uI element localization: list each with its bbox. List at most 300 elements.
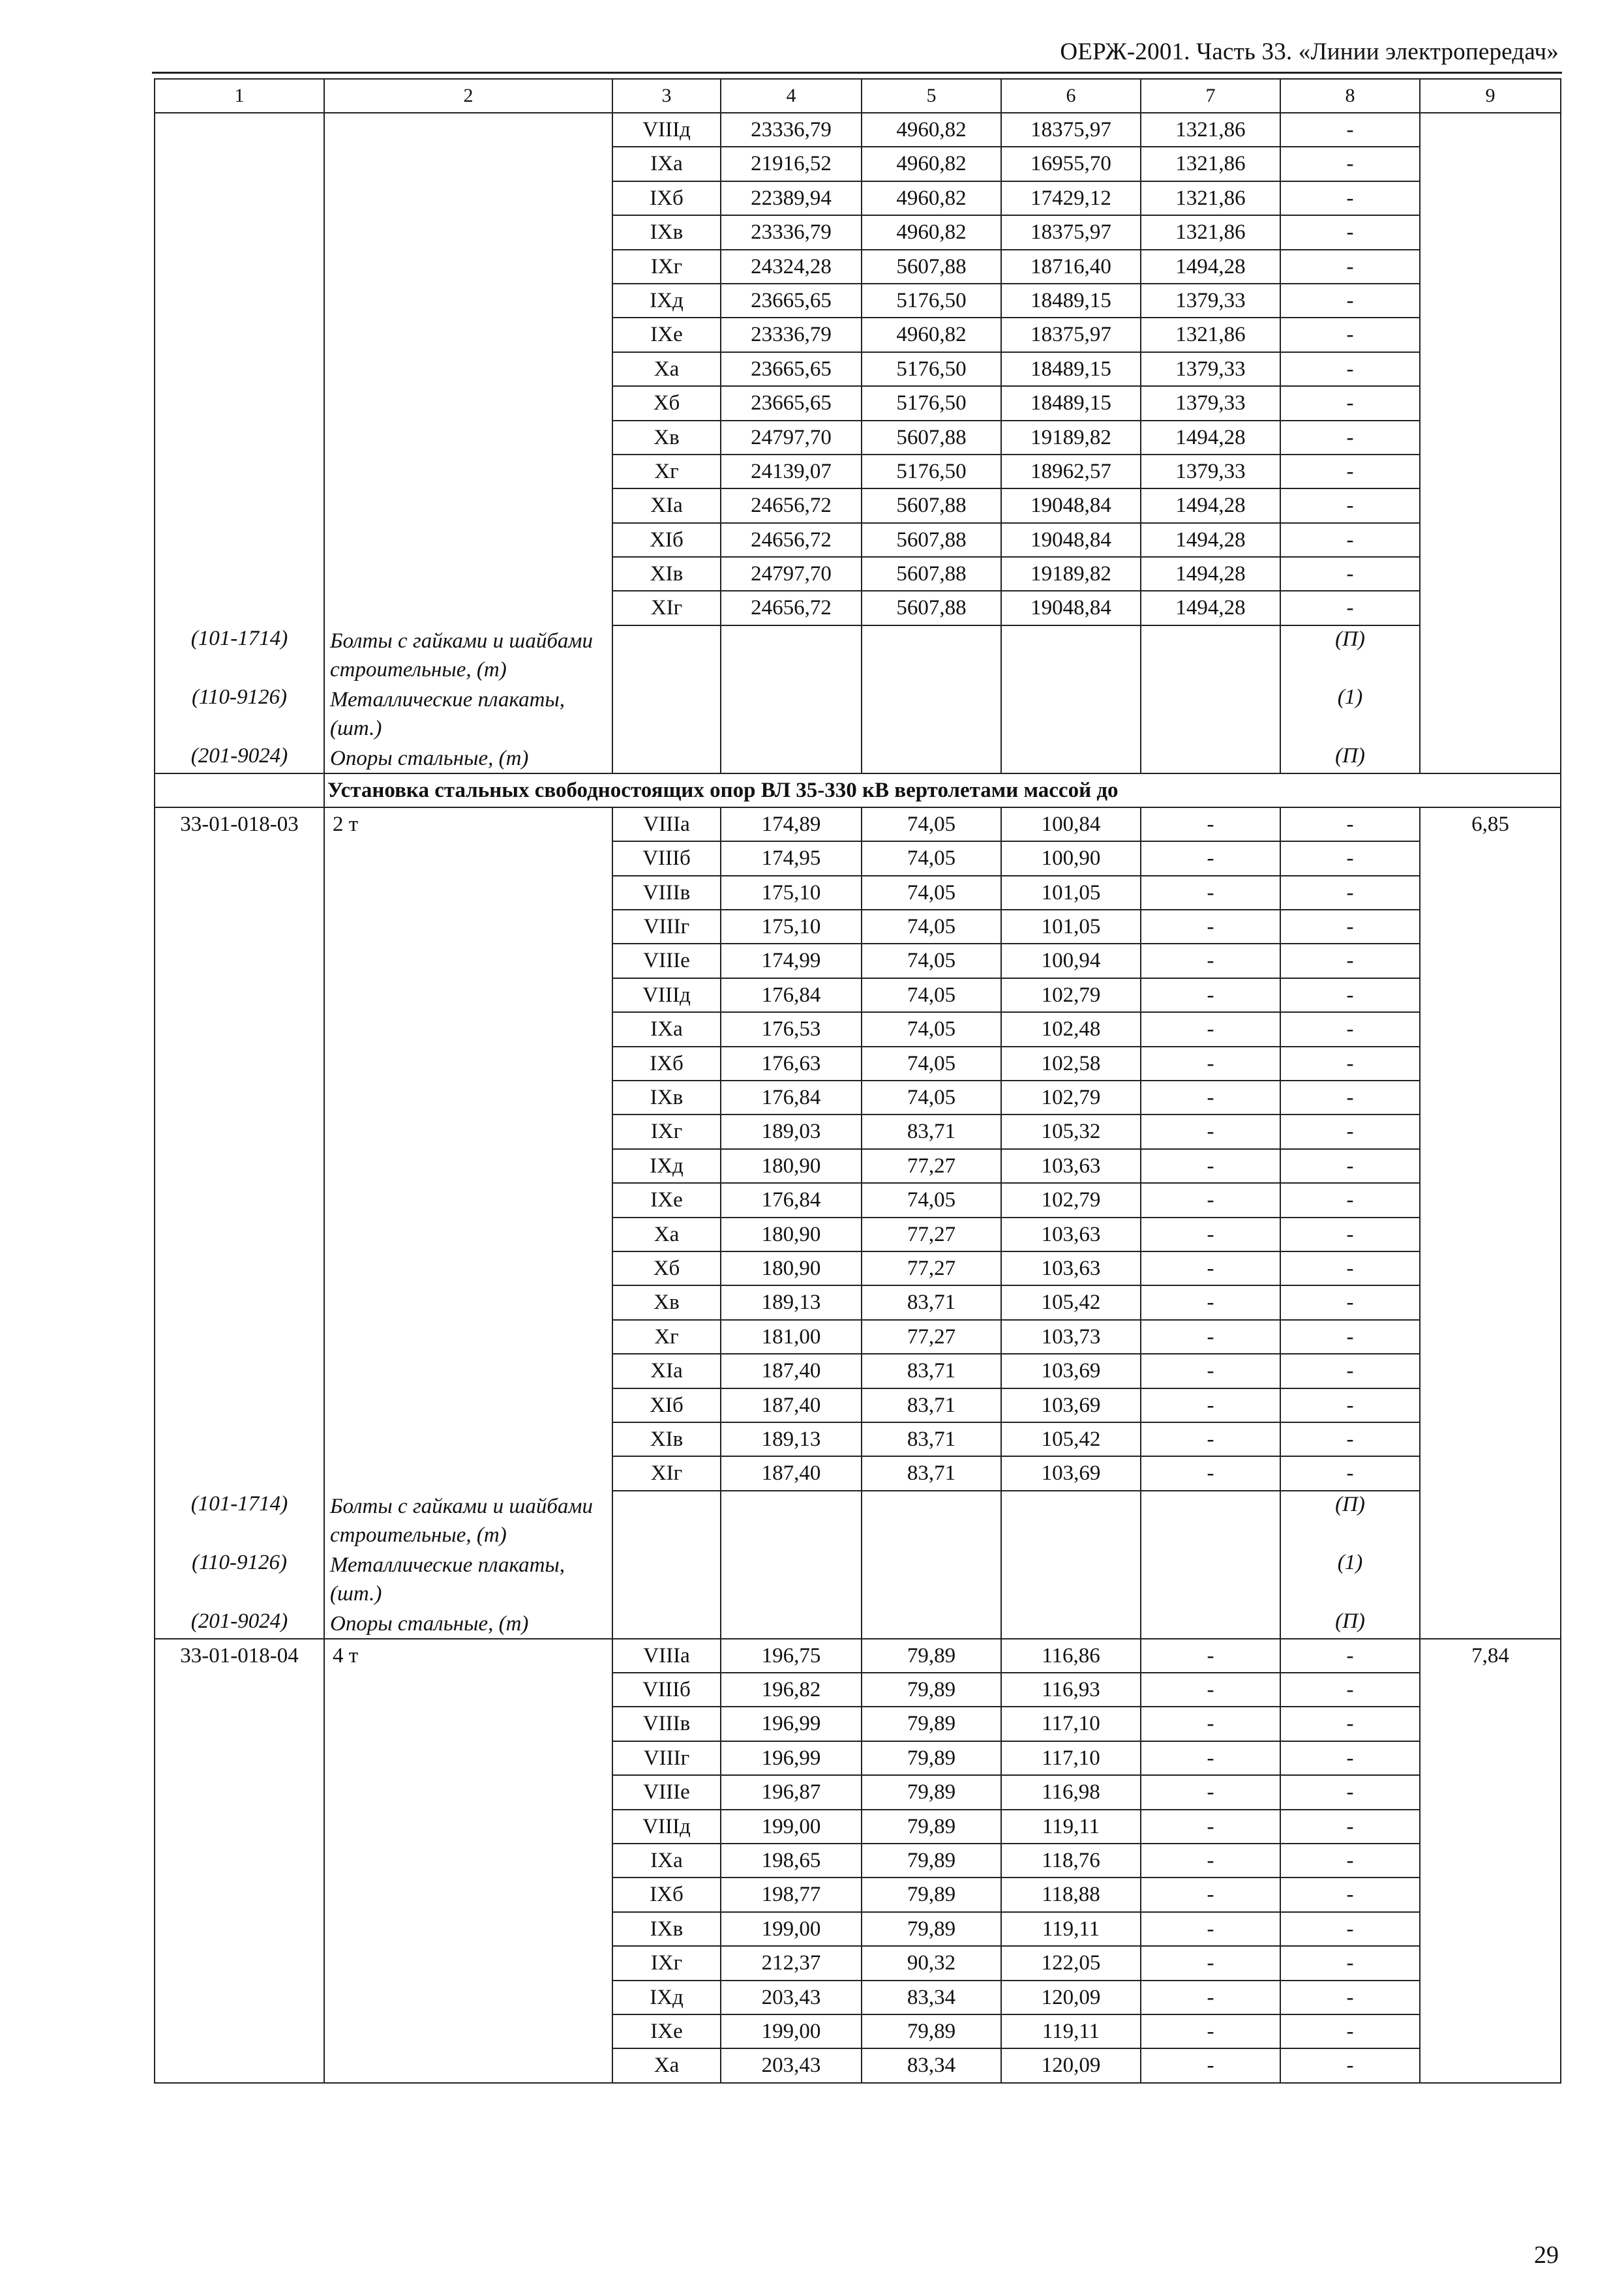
value-cell-c7: 1379,33 [1141,284,1280,318]
value-cell-c8: - [1280,1320,1420,1354]
value-cell-c8: - [1280,1741,1420,1775]
coefficient-cell [1420,386,1561,420]
value-cell-c5: 5607,88 [862,488,1001,522]
value-cell-c8: - [1280,1673,1420,1707]
value-cell-c5: 74,05 [862,876,1001,910]
resource-code: (110-9126) [155,1549,324,1608]
empty-cell [1141,1608,1280,1639]
value-cell-c3: Xб [612,1251,721,1285]
rate-coefficient: 6,85 [1471,812,1509,836]
rate-code-cell [155,421,324,455]
value-cell-c7: - [1141,1946,1280,1980]
value-cell-c6: 19048,84 [1001,523,1141,557]
rate-code-cell [155,1912,324,1946]
value-cell-c7: - [1141,1081,1280,1115]
value-cell-c4: 23665,65 [721,284,862,318]
rate-code: 33-01-018-04 [180,1643,299,1668]
value-cell-c7: - [1141,1673,1280,1707]
value-cell-c4: 180,90 [721,1218,862,1251]
rate-code-cell [155,455,324,488]
value-cell-c7: - [1141,1810,1280,1844]
value-cell-c8: - [1280,523,1420,557]
table-row [155,978,1561,1012]
value-cell-c7: 1321,86 [1141,215,1280,249]
value-cell-c8: - [1280,2048,1420,2082]
rate-name: 2 т [333,812,359,836]
value-cell-c3: XIа [612,488,721,522]
value-cell-c3: VIIIа [612,807,721,841]
value-cell-c7: 1494,28 [1141,488,1280,522]
value-cell-c8: - [1280,876,1420,910]
rate-coefficient: 7,84 [1471,1643,1509,1668]
coefficient-cell [1420,1388,1561,1422]
rate-code-cell [155,2048,324,2082]
resource-row [155,743,1561,773]
table-row [155,455,1561,488]
value-cell-c3: VIIIд [612,978,721,1012]
table-row [155,1115,1561,1148]
value-cell-c4: 23336,79 [721,113,862,147]
value-cell-c3: Xб [612,386,721,420]
value-cell-c5: 79,89 [862,1844,1001,1878]
value-cell-c3: VIIIб [612,841,721,875]
value-cell-c6: 17429,12 [1001,181,1141,215]
value-cell-c5: 79,89 [862,1810,1001,1844]
coefficient-cell [1420,421,1561,455]
value-cell-c3: XIб [612,1388,721,1422]
resource-mark: (1) [1280,1549,1420,1608]
rate-name-cell [324,1012,612,1046]
value-cell-c4: 203,43 [721,1981,862,2014]
rate-code-cell [155,1639,324,1673]
value-cell-c4: 187,40 [721,1456,862,1490]
value-cell-c8: - [1280,215,1420,249]
rate-name-cell [324,1878,612,1911]
rate-name-cell [324,1320,612,1354]
rate-name-cell [324,1810,612,1844]
value-cell-c6: 18489,15 [1001,386,1141,420]
value-cell-c8: - [1280,1456,1420,1490]
coefficient-cell [1420,455,1561,488]
rate-code-cell [155,181,324,215]
value-cell-c7: - [1141,1741,1280,1775]
rate-code-cell [155,215,324,249]
value-cell-c5: 79,89 [862,1912,1001,1946]
coefficient-cell [1420,557,1561,591]
value-cell-c7: - [1141,2048,1280,2082]
value-cell-c7: - [1141,841,1280,875]
rate-name-cell [324,1251,612,1285]
value-cell-c5: 5607,88 [862,250,1001,284]
coefficient-cell [1420,147,1561,181]
value-cell-c7: - [1141,807,1280,841]
empty-cell [1420,1549,1561,1608]
value-cell-c3: XIа [612,1354,721,1388]
coefficient-cell [1420,1810,1561,1844]
value-cell-c6: 103,69 [1001,1456,1141,1490]
resource-row [155,1491,1561,1549]
value-cell-c7: - [1141,1218,1280,1251]
value-cell-c6: 101,05 [1001,910,1141,944]
rate-name-cell [324,876,612,910]
rate-name-cell [324,250,612,284]
value-cell-c8: - [1280,421,1420,455]
value-cell-c4: 203,43 [721,2048,862,2082]
rate-code-cell [155,2014,324,2048]
empty-cell [1001,1549,1141,1608]
table-row [155,1183,1561,1217]
rate-code-cell [155,557,324,591]
value-cell-c7: - [1141,1285,1280,1319]
value-cell-c3: Xв [612,1285,721,1319]
value-cell-c5: 74,05 [862,1081,1001,1115]
value-cell-c6: 118,76 [1001,1844,1141,1878]
value-cell-c6: 117,10 [1001,1707,1141,1741]
rate-code-cell [155,1285,324,1319]
resource-name: Металлические плакаты, (шт.) [324,684,612,743]
value-cell-c5: 77,27 [862,1218,1001,1251]
value-cell-c8: - [1280,147,1420,181]
value-cell-c6: 118,88 [1001,1878,1141,1911]
value-cell-c5: 5176,50 [862,455,1001,488]
value-cell-c3: Xа [612,1218,721,1251]
rate-code-cell [155,1741,324,1775]
coefficient-cell [1420,1422,1561,1456]
value-cell-c7: - [1141,1707,1280,1741]
empty-cell [1420,625,1561,684]
coefficient-cell [1420,910,1561,944]
coefficient-cell [1420,523,1561,557]
table-row [155,876,1561,910]
value-cell-c4: 24324,28 [721,250,862,284]
value-cell-c3: IXв [612,1081,721,1115]
value-cell-c6: 120,09 [1001,2048,1141,2082]
value-cell-c7: - [1141,1251,1280,1285]
value-cell-c4: 24797,70 [721,557,862,591]
value-cell-c6: 19189,82 [1001,421,1141,455]
empty-cell [862,1491,1001,1549]
value-cell-c4: 23336,79 [721,318,862,352]
value-cell-c8: - [1280,1639,1420,1673]
column-number: 6 [1001,79,1141,113]
value-cell-c6: 16955,70 [1001,147,1141,181]
value-cell-c6: 102,48 [1001,1012,1141,1046]
rate-name-cell [324,1912,612,1946]
rate-name-cell [324,1388,612,1422]
empty-cell [1141,743,1280,773]
rate-name-cell [324,1081,612,1115]
rate-name-cell [324,1673,612,1707]
value-cell-c6: 100,94 [1001,944,1141,978]
rate-code-cell [155,1218,324,1251]
table-row [155,2014,1561,2048]
value-cell-c8: - [1280,1218,1420,1251]
empty-cell [721,1608,862,1639]
value-cell-c4: 174,95 [721,841,862,875]
value-cell-c7: 1379,33 [1141,386,1280,420]
rate-code-cell [155,1388,324,1422]
column-number: 9 [1420,79,1561,113]
table-row [155,1912,1561,1946]
resource-name: Опоры стальные, (т) [324,743,612,773]
value-cell-c7: 1321,86 [1141,318,1280,352]
rate-code-cell [155,523,324,557]
rate-name-cell [324,523,612,557]
value-cell-c5: 4960,82 [862,318,1001,352]
empty-cell [1420,684,1561,743]
table-row [155,557,1561,591]
resource-name: Болты с гайками и шайбами строительные, (т) [324,1491,612,1549]
value-cell-c6: 103,73 [1001,1320,1141,1354]
value-cell-c7: - [1141,978,1280,1012]
value-cell-c5: 79,89 [862,1775,1001,1809]
rate-name-cell [324,807,612,841]
rate-code-cell [155,318,324,352]
value-cell-c8: - [1280,250,1420,284]
value-cell-c5: 4960,82 [862,147,1001,181]
value-cell-c4: 22389,94 [721,181,862,215]
column-number: 8 [1280,79,1420,113]
rate-name-cell [324,944,612,978]
resource-code: (101-1714) [155,625,324,684]
rate-name-cell [324,1047,612,1081]
value-cell-c3: Xв [612,421,721,455]
value-cell-c3: XIв [612,1422,721,1456]
rate-name-cell [324,318,612,352]
value-cell-c8: - [1280,1047,1420,1081]
value-cell-c4: 176,53 [721,1012,862,1046]
rate-code-cell [155,113,324,147]
rate-code-cell [155,591,324,625]
value-cell-c7: 1379,33 [1141,352,1280,386]
value-cell-c6: 18375,97 [1001,113,1141,147]
table-row [155,1844,1561,1878]
rate-name-cell [324,1183,612,1217]
value-cell-c3: XIв [612,557,721,591]
rate-name-cell [324,113,612,147]
column-number-row [155,79,1561,113]
value-cell-c3: VIIIд [612,113,721,147]
coefficient-cell [1420,1946,1561,1980]
rate-name-cell [324,910,612,944]
rate-name-cell [324,591,612,625]
rate-code: 33-01-018-03 [180,812,299,836]
table-row [155,1218,1561,1251]
empty-cell [1420,1608,1561,1639]
coefficient-cell [1420,1320,1561,1354]
value-cell-c5: 4960,82 [862,113,1001,147]
coefficient-cell [1420,978,1561,1012]
value-cell-c8: - [1280,352,1420,386]
value-cell-c7: - [1141,1639,1280,1673]
value-cell-c5: 5176,50 [862,284,1001,318]
value-cell-c4: 187,40 [721,1354,862,1388]
value-cell-c5: 83,71 [862,1115,1001,1148]
table-row [155,215,1561,249]
value-cell-c5: 74,05 [862,978,1001,1012]
column-number: 1 [155,79,324,113]
value-cell-c8: - [1280,841,1420,875]
value-cell-c7: - [1141,1047,1280,1081]
empty-cell [721,1491,862,1549]
empty-cell [721,684,862,743]
value-cell-c8: - [1280,284,1420,318]
rate-name-cell [324,1285,612,1319]
table-row [155,1775,1561,1809]
rate-name-cell [324,352,612,386]
table-row [155,1673,1561,1707]
rate-code-cell [155,386,324,420]
rate-name-cell [324,2014,612,2048]
value-cell-c4: 23665,65 [721,352,862,386]
coefficient-cell [1420,591,1561,625]
value-cell-c5: 79,89 [862,1741,1001,1775]
value-cell-c8: - [1280,1115,1420,1148]
value-cell-c5: 5607,88 [862,557,1001,591]
value-cell-c7: 1494,28 [1141,250,1280,284]
rate-code-cell [155,1775,324,1809]
rate-code-cell [155,1456,324,1490]
coefficient-cell [1420,1115,1561,1148]
value-cell-c8: - [1280,1810,1420,1844]
value-cell-c3: IXв [612,215,721,249]
page-header-title: ОЕРЖ-2001. Часть 33. «Линии электропередач» [1060,38,1559,65]
value-cell-c6: 103,69 [1001,1388,1141,1422]
value-cell-c5: 74,05 [862,944,1001,978]
rate-code-cell [155,1946,324,1980]
value-cell-c4: 23665,65 [721,386,862,420]
rate-code-cell [155,1673,324,1707]
value-cell-c8: - [1280,1707,1420,1741]
table-row [155,1251,1561,1285]
value-cell-c3: IXг [612,1946,721,1980]
value-cell-c4: 196,99 [721,1707,862,1741]
rate-name-cell [324,1981,612,2014]
value-cell-c7: - [1141,876,1280,910]
rate-code-cell [155,1251,324,1285]
rate-code-cell [155,1012,324,1046]
rate-code-cell [155,807,324,841]
value-cell-c6: 116,93 [1001,1673,1141,1707]
coefficient-cell [1420,1251,1561,1285]
value-cell-c3: IXе [612,1183,721,1217]
value-cell-c3: VIIIд [612,1810,721,1844]
empty-cell [721,743,862,773]
table-row [155,1388,1561,1422]
value-cell-c3: IXе [612,318,721,352]
empty-cell [1141,1549,1280,1608]
table-row [155,386,1561,420]
table-row [155,1639,1561,1673]
coefficient-cell [1420,1912,1561,1946]
value-cell-c7: 1321,86 [1141,181,1280,215]
value-cell-c7: 1494,28 [1141,421,1280,455]
table-row [155,1285,1561,1319]
coefficient-cell [1420,1844,1561,1878]
value-cell-c5: 77,27 [862,1251,1001,1285]
value-cell-c8: - [1280,978,1420,1012]
coefficient-cell [1420,488,1561,522]
value-cell-c7: - [1141,1456,1280,1490]
value-cell-c6: 100,90 [1001,841,1141,875]
rate-name-cell [324,978,612,1012]
value-cell-c6: 100,84 [1001,807,1141,841]
value-cell-c4: 21916,52 [721,147,862,181]
column-number: 3 [612,79,721,113]
value-cell-c6: 116,98 [1001,1775,1141,1809]
value-cell-c7: - [1141,1388,1280,1422]
value-cell-c6: 102,79 [1001,1183,1141,1217]
coefficient-cell [1420,1456,1561,1490]
table-row [155,1878,1561,1911]
value-cell-c5: 5607,88 [862,421,1001,455]
value-cell-c6: 18375,97 [1001,215,1141,249]
value-cell-c4: 180,90 [721,1149,862,1183]
value-cell-c8: - [1280,455,1420,488]
value-cell-c3: Xг [612,1320,721,1354]
value-cell-c6: 105,32 [1001,1115,1141,1148]
rate-name-cell [324,1218,612,1251]
value-cell-c5: 74,05 [862,841,1001,875]
value-cell-c8: - [1280,1388,1420,1422]
value-cell-c7: - [1141,2014,1280,2048]
value-cell-c6: 122,05 [1001,1946,1141,1980]
value-cell-c6: 119,11 [1001,2014,1141,2048]
rate-code-cell [155,1707,324,1741]
value-cell-c3: IXб [612,1878,721,1911]
value-cell-c4: 198,65 [721,1844,862,1878]
value-cell-c4: 199,00 [721,1810,862,1844]
resource-code: (110-9126) [155,684,324,743]
table-row [155,1741,1561,1775]
rate-code-cell [155,1878,324,1911]
value-cell-c3: Xа [612,352,721,386]
value-cell-c4: 189,13 [721,1422,862,1456]
table-row [155,523,1561,557]
value-cell-c3: XIг [612,591,721,625]
value-cell-c7: 1321,86 [1141,113,1280,147]
value-cell-c8: - [1280,1878,1420,1911]
rate-name-cell [324,181,612,215]
value-cell-c5: 83,34 [862,1981,1001,2014]
coefficient-cell [1420,1012,1561,1046]
value-cell-c7: - [1141,1012,1280,1046]
value-cell-c4: 187,40 [721,1388,862,1422]
value-cell-c5: 5607,88 [862,591,1001,625]
value-cell-c7: - [1141,944,1280,978]
coefficient-cell [1420,944,1561,978]
empty-cell [1001,1491,1141,1549]
value-cell-c7: - [1141,1115,1280,1148]
value-cell-c6: 18716,40 [1001,250,1141,284]
value-cell-c5: 74,05 [862,1183,1001,1217]
rate-code-cell [155,1183,324,1217]
resource-row [155,1549,1561,1608]
value-cell-c8: - [1280,1981,1420,2014]
page-number: 29 [1534,2241,1559,2269]
rate-code-cell [155,910,324,944]
coefficient-cell [1420,352,1561,386]
value-cell-c6: 103,63 [1001,1218,1141,1251]
rate-name-cell [324,2048,612,2082]
coefficient-cell [1420,1775,1561,1809]
value-cell-c6: 19048,84 [1001,488,1141,522]
empty-cell [612,743,721,773]
table-row [155,944,1561,978]
value-cell-c3: VIIIа [612,1639,721,1673]
value-cell-c5: 83,71 [862,1422,1001,1456]
value-cell-c4: 176,84 [721,978,862,1012]
